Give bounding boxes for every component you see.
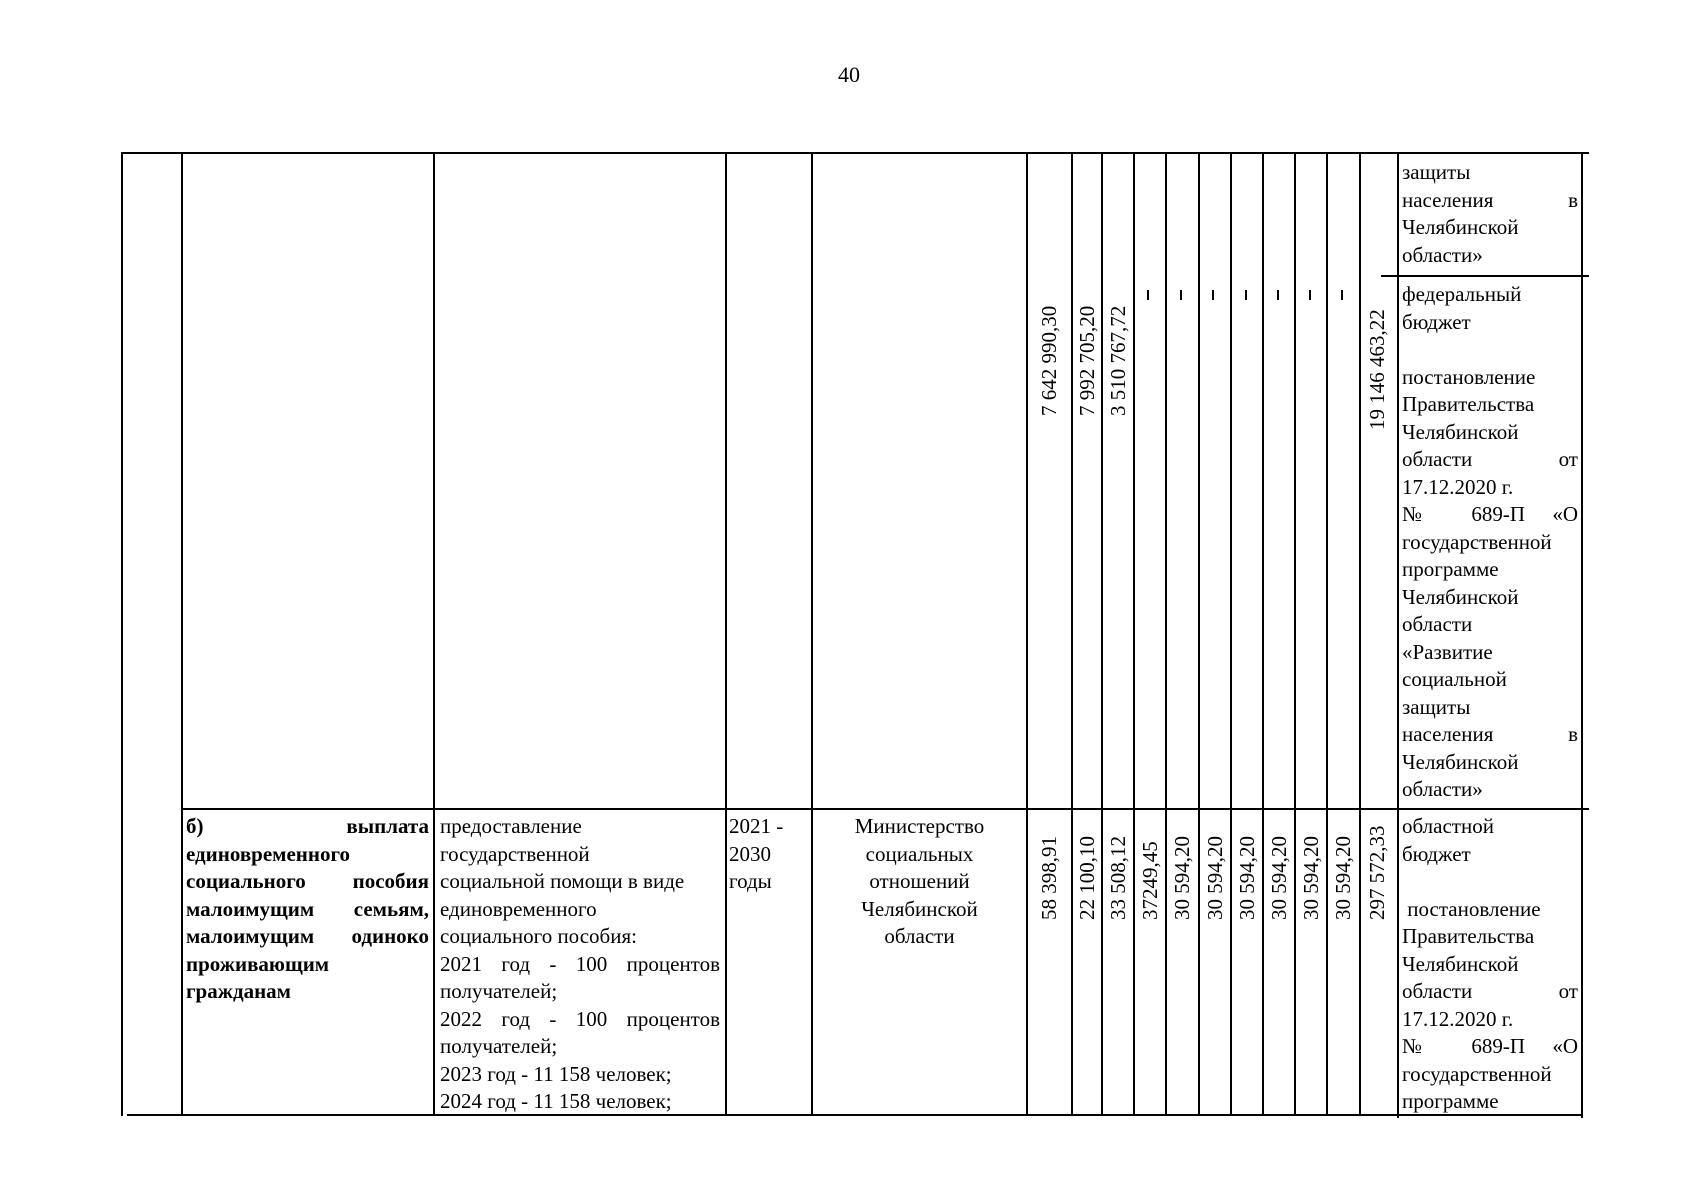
funding-value: 30 594,20: [1170, 836, 1194, 920]
funding-value: 3 510 767,72: [1106, 305, 1130, 416]
column-border: [725, 152, 727, 1116]
text-line: социальной: [1402, 667, 1507, 691]
column-border: [1294, 152, 1296, 1116]
text-line: единовременного: [440, 896, 597, 921]
funding-value: 33 508,12: [1106, 836, 1130, 920]
funding-value-empty: [1277, 290, 1279, 300]
column-border: [811, 152, 813, 1116]
text-line: защиты: [1402, 694, 1471, 719]
text-line: [1402, 336, 1578, 364]
text-line: постановление: [1402, 364, 1536, 389]
column-border: [1262, 152, 1264, 1116]
text-line: «Развитие: [1402, 639, 1493, 664]
text-line: № 689-П «О: [1402, 502, 1578, 526]
column-border: [1198, 152, 1200, 1116]
row-divider-upper: [1381, 275, 1589, 277]
text-line: социального пособия: [186, 869, 429, 893]
text-line: 2021 -: [729, 814, 784, 838]
column-border: [1359, 152, 1361, 1116]
funding-value: 30 594,20: [1203, 836, 1227, 920]
text-line: Челябинской: [1402, 215, 1519, 239]
text-line: № 689-П «О: [1402, 1034, 1578, 1058]
text-line: социальных: [865, 841, 974, 866]
text-line: защиты: [1402, 160, 1471, 184]
text-line: отношений: [869, 869, 970, 893]
column-border: [433, 152, 435, 1116]
text-line: Правительства: [1402, 924, 1535, 948]
table-top-border: [121, 152, 1589, 154]
executor-cell: [815, 813, 1024, 951]
source-continuation-cell: [1402, 159, 1578, 269]
funding-value: 22 100,10: [1075, 836, 1099, 920]
text-line: 17.12.2020 г.: [1402, 474, 1514, 499]
funding-value-empty: [1341, 290, 1343, 300]
funding-value: 30 594,20: [1235, 836, 1259, 920]
row-divider-lower: [181, 808, 1589, 810]
text-line: Правительства: [1402, 392, 1535, 416]
text-line: федеральный: [1402, 282, 1522, 306]
text-line: Челябинской: [1402, 584, 1519, 609]
column-border: [1071, 152, 1073, 1116]
measure-cell: [186, 813, 429, 1006]
text-line: 2021 год - 100 процентов: [440, 951, 720, 976]
text-line: населения в: [1402, 722, 1578, 746]
text-line: области»: [1402, 777, 1483, 801]
text-line: предоставление: [440, 814, 582, 838]
page-number: 40: [838, 62, 860, 87]
column-border: [1133, 152, 1135, 1116]
funding-value: 30 594,20: [1267, 836, 1291, 920]
text-line: малоимущим семьям,: [186, 896, 429, 921]
text-line: получателей;: [440, 979, 558, 1003]
text-line: области от: [1402, 447, 1578, 471]
text-line: населения в: [1402, 187, 1578, 212]
text-line: годы: [729, 869, 772, 893]
text-line: областной: [1402, 814, 1494, 838]
text-line: 2022 год - 100 процентов: [440, 1006, 720, 1031]
text-line: социального пособия:: [440, 924, 637, 948]
text-line: проживающим: [186, 951, 330, 976]
column-border: [1026, 152, 1028, 1116]
funding-value: 30 594,20: [1299, 836, 1323, 920]
funding-value: 7 992 705,20: [1075, 305, 1099, 416]
funding-value-empty: [1245, 290, 1247, 300]
text-line: малоимущим одиноко: [186, 924, 429, 948]
column-border: [1581, 152, 1583, 1118]
column-border: [1230, 152, 1232, 1116]
text-line: социальной помощи в виде: [440, 869, 685, 893]
text-line: Челябинской: [1402, 951, 1519, 976]
table-bottom-border: [127, 1114, 1583, 1116]
column-border: [1165, 152, 1167, 1116]
text-line: б) выплата: [186, 814, 429, 838]
column-border: [181, 152, 183, 1116]
column-border: [1101, 152, 1103, 1116]
text-line: Челябинской: [1402, 749, 1519, 774]
funding-total: 19 146 463,22: [1365, 309, 1389, 430]
text-line: программе: [1402, 557, 1499, 581]
column-border: [1326, 152, 1328, 1116]
text-line: 17.12.2020 г.: [1402, 1006, 1514, 1031]
funding-value-empty: [1180, 290, 1182, 300]
funding-value: 37249,45: [1138, 841, 1162, 920]
text-line: бюджет: [1402, 309, 1471, 334]
funding-value: 30 594,20: [1331, 836, 1355, 920]
text-line: области от: [1402, 979, 1578, 1003]
funding-value-empty: [1212, 290, 1214, 300]
text-line: гражданам: [186, 979, 291, 1003]
funding-value-empty: [1147, 290, 1149, 300]
text-line: области: [884, 924, 955, 948]
funding-source-cell: [1402, 281, 1578, 804]
text-line: области: [1402, 612, 1473, 636]
text-line: [1402, 868, 1578, 896]
text-line: 2023 год - 11 158 человек;: [440, 1061, 672, 1086]
text-line: государственной: [1402, 1061, 1552, 1086]
text-line: области»: [1402, 242, 1483, 267]
funding-value: 58 398,91: [1037, 836, 1061, 920]
result-cell: [440, 813, 720, 1116]
text-line: государственной: [1402, 529, 1552, 554]
text-line: государственной: [440, 841, 590, 866]
funding-value-empty: [1309, 290, 1311, 300]
text-line: Челябинской: [861, 896, 978, 921]
text-line: 2024 год - 11 158 человек;: [440, 1089, 672, 1113]
funding-value: 7 642 990,30: [1037, 305, 1061, 416]
text-line: 2030: [729, 841, 771, 866]
text-line: постановление: [1402, 896, 1541, 921]
funding-source-cell: [1402, 813, 1578, 1116]
text-line: Челябинской: [1402, 419, 1519, 444]
funding-total: 297 572,33: [1365, 825, 1389, 920]
column-border: [121, 152, 123, 1116]
text-line: Министерство: [854, 814, 985, 838]
text-line: получателей;: [440, 1034, 558, 1058]
period-cell: [729, 813, 809, 896]
text-line: бюджет: [1402, 841, 1471, 866]
text-line: единовременного: [186, 841, 351, 866]
text-line: программе: [1402, 1089, 1499, 1113]
column-border: [1397, 152, 1399, 1118]
